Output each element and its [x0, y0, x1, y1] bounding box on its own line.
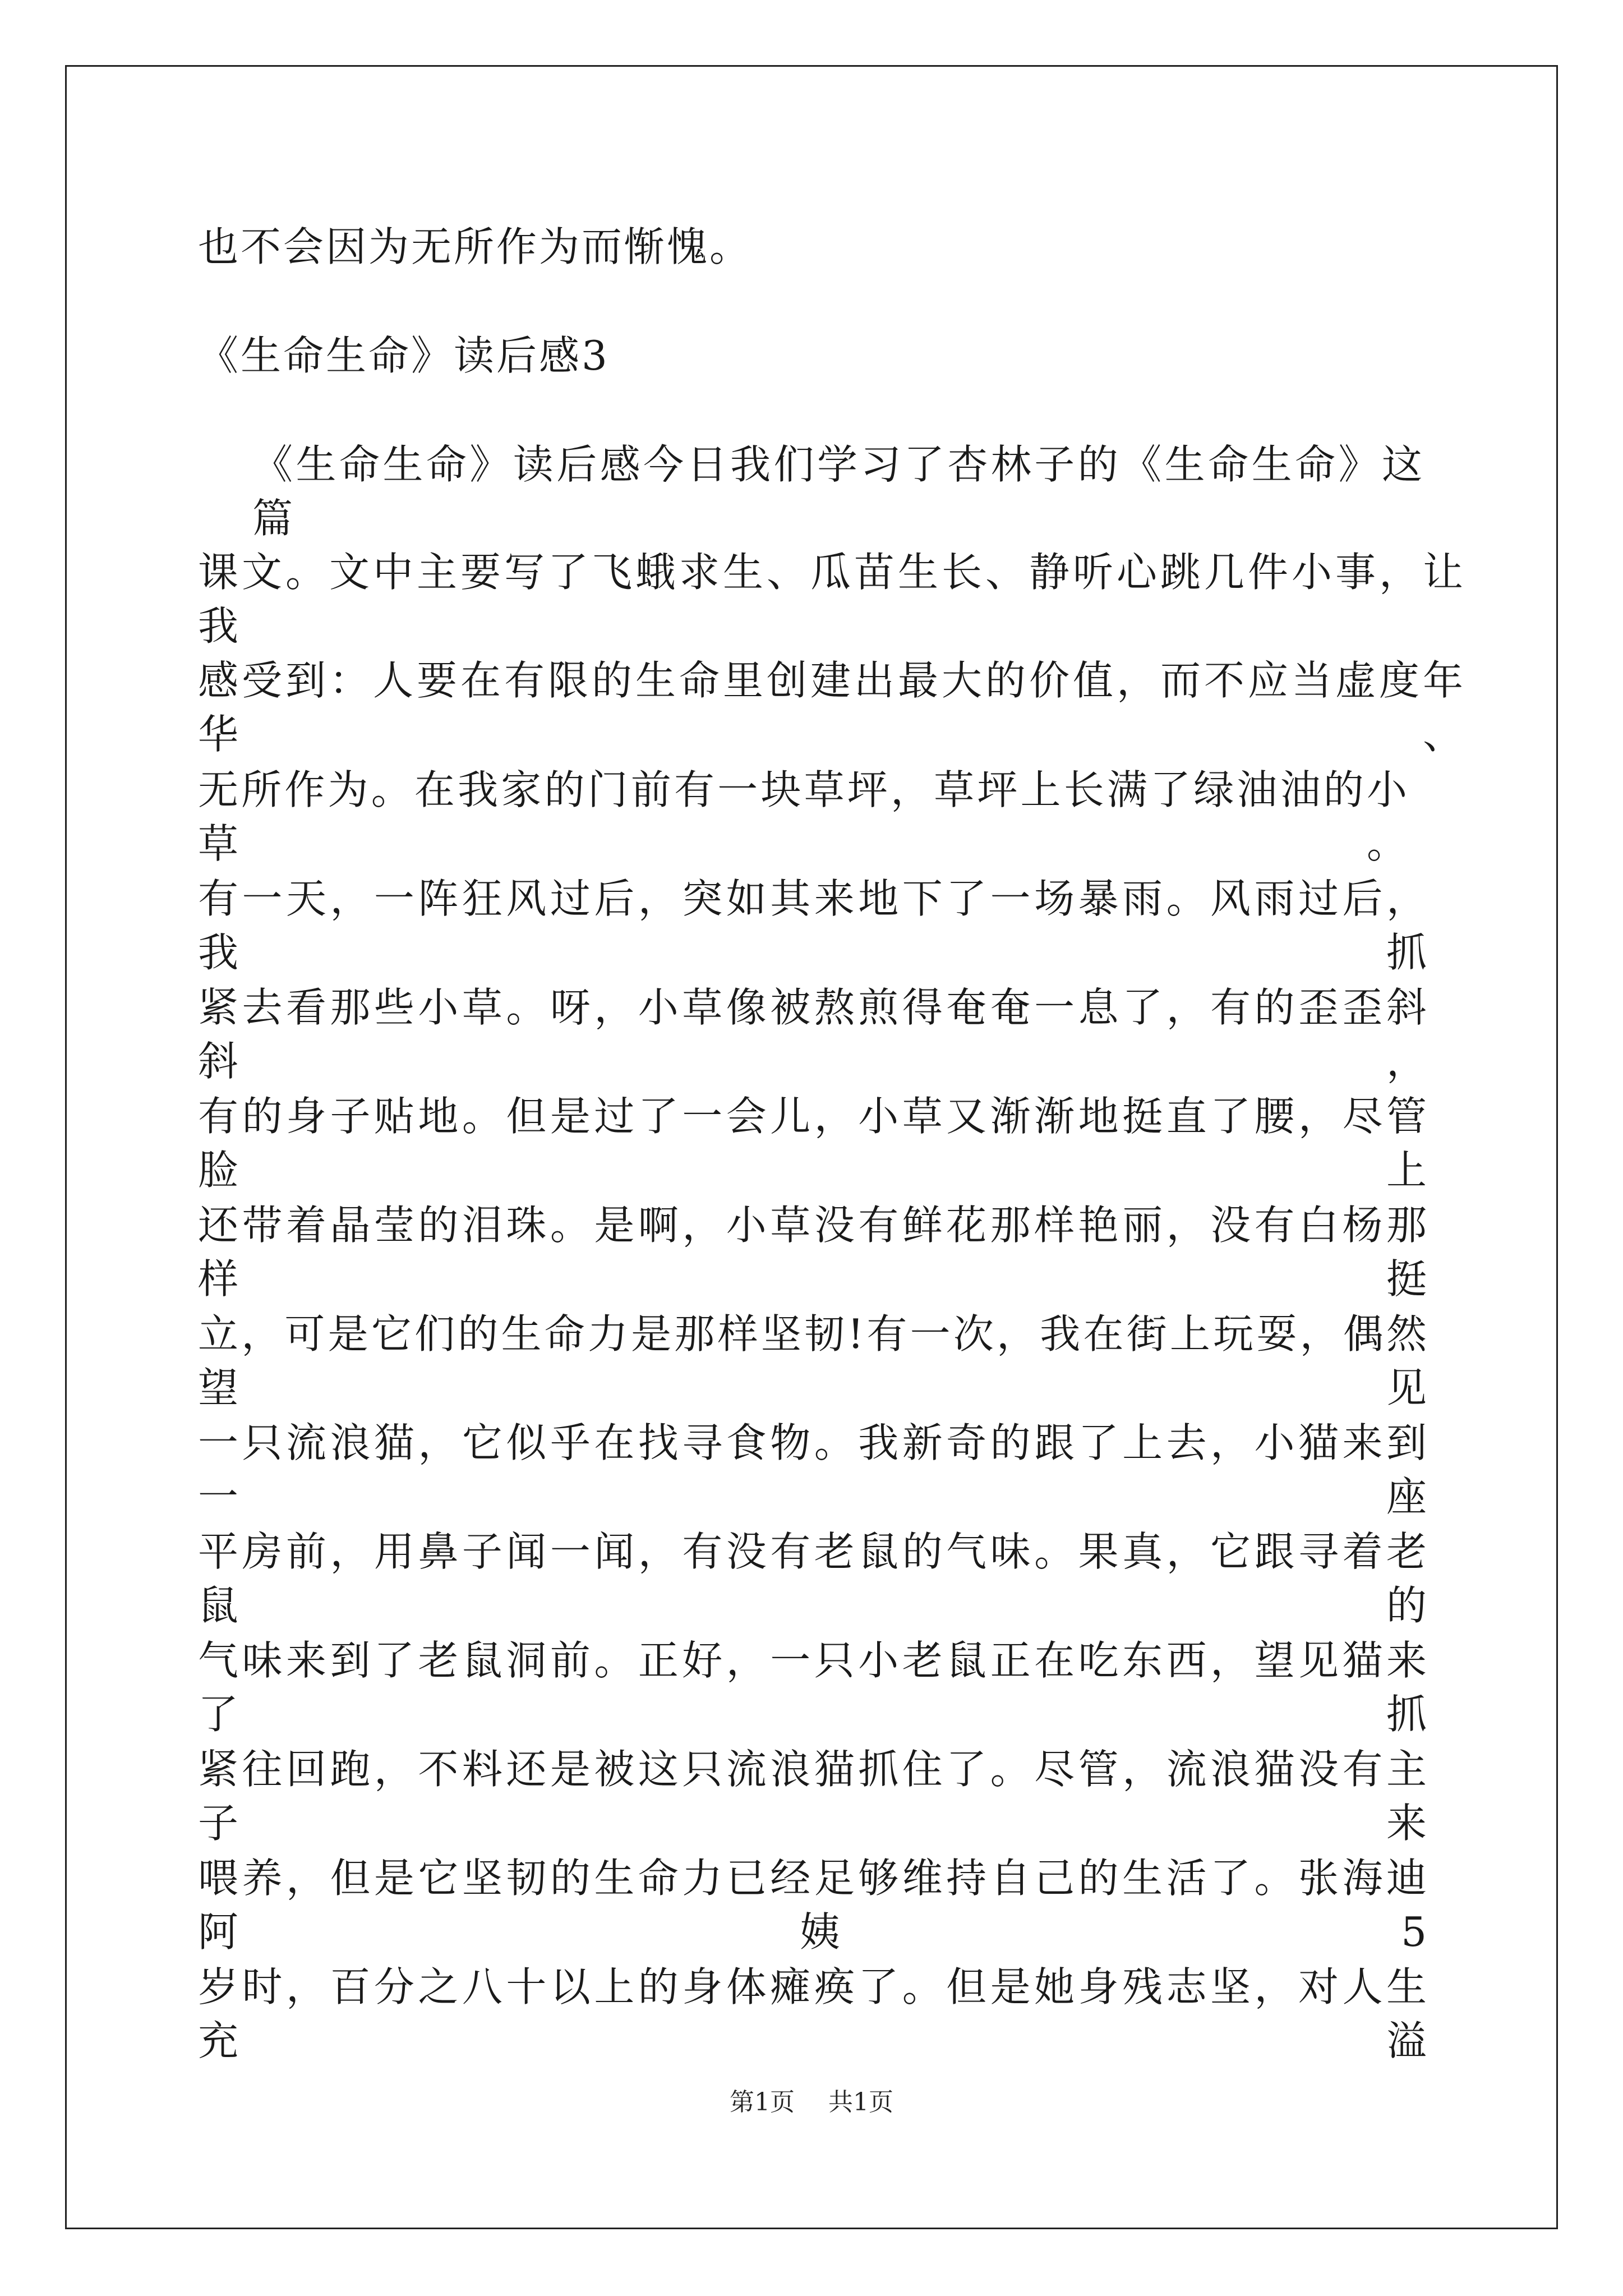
text-line: 岁时，百分之八十以上的身体瘫痪了。但是她身残志坚，对人生充溢 — [198, 1963, 1429, 2064]
text-line: 课文。文中主要写了飞蛾求生、瓜苗生长、静听心跳几件小事，让我 — [198, 549, 1465, 650]
page-number-total: 共1页 — [828, 2088, 893, 2116]
text-line: 平房前，用鼻子闻一闻，有没有老鼠的气味。果真，它跟寻着老鼠的 — [198, 1528, 1429, 1629]
section-heading: 《生命生命》读后感3 — [198, 332, 610, 379]
text-line: 紧去看那些小草。呀，小草像被熬煎得奄奄一息了，有的歪歪斜斜， — [198, 984, 1429, 1085]
text-line: 也不会因为无所作为而惭愧。 — [198, 223, 753, 270]
page-footer — [0, 2087, 1623, 2118]
text-line: 感受到：人要在有限的生命里创建出最大的价值，而不应当虚度年华、 — [198, 657, 1465, 758]
text-line: 有的身子贴地。但是过了一会儿，小草又渐渐地挺直了腰，尽管脸上 — [198, 1093, 1429, 1194]
text-line: 立，可是它们的生命力是那样坚韧!有一次，我在街上玩耍，偶然望见 — [198, 1310, 1429, 1411]
text-line: 紧往回跑，不料还是被这只流浪猫抓住了。尽管，流浪猫没有主子来 — [198, 1746, 1429, 1847]
text-line: 还带着晶莹的泪珠。是啊，小草没有鲜花那样艳丽，没有白杨那样挺 — [198, 1202, 1429, 1303]
text-line: 《生命生命》读后感今日我们学习了杏林子的《生命生命》这篇 — [252, 441, 1424, 542]
text-line: 喂养，但是它坚韧的生命力已经足够维持自己的生活了。张海迪阿姨5 — [198, 1855, 1429, 1955]
text-line: 无所作为。在我家的门前有一块草坪，草坪上长满了绿油油的小草。 — [198, 766, 1409, 867]
text-line: 气味来到了老鼠洞前。正好，一只小老鼠正在吃东西，望见猫来了抓 — [198, 1637, 1429, 1738]
text-line: 一只流浪猫，它似乎在找寻食物。我新奇的跟了上去，小猫来到一座 — [198, 1419, 1429, 1520]
page-number-current: 第1页 — [730, 2088, 795, 2116]
text-line: 有一天，一阵狂风过后，突如其来地下了一场暴雨。风雨过后，我抓 — [198, 875, 1429, 976]
